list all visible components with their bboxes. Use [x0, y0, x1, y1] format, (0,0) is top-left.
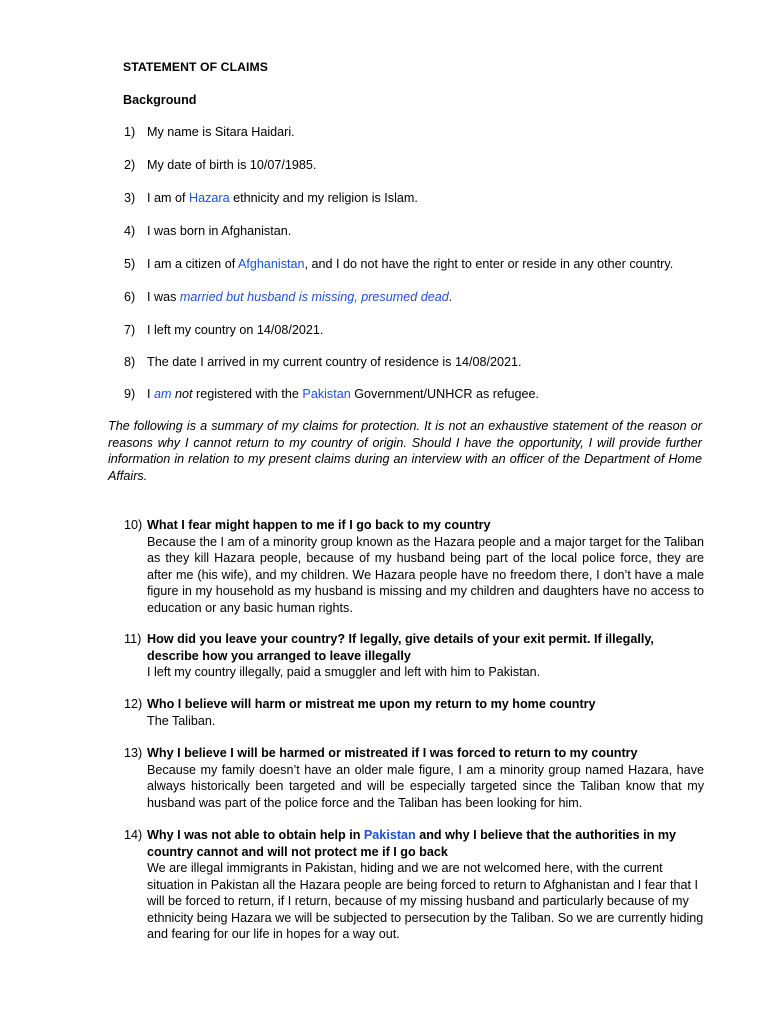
- item-number: 3): [124, 191, 136, 205]
- claim-body: [147, 696, 704, 729]
- summary-paragraph: The following is a summary of my claims for protection. It is not an exhaustive statement of the reason or reasons why I cannot return to my country of origin. Should I have the opportunity, I will provide further information in relation to my present claims during an interview with an officer of the Department of Home Affairs.: [108, 419, 702, 483]
- item-text: [147, 256, 673, 273]
- item-text: The date I arrived in my current country of residence is 14/08/2021.: [147, 355, 522, 369]
- text-segment: I am a citizen of: [147, 257, 238, 271]
- item-number: 4): [124, 224, 136, 238]
- italic-text: not: [175, 387, 193, 401]
- claim-question: Why I believe I will be harmed or mistreated if I was forced to return to my country: [147, 746, 638, 760]
- claim-question: Who I believe will harm or mistreat me upon my return to my home country: [147, 697, 596, 711]
- claim-answer: Because the I am of a minority group known as the Hazara people and a major target for the Taliban as they kill Hazara people, because of my husband being part of the local police force, they are after me (his wife), and my children. We Hazara people have no freedom there, I don’t have a male figure in my household as my husband is missing and my children and daughters have no access to education or any basic human rights.: [147, 534, 705, 615]
- claim-number: 12): [124, 697, 143, 711]
- claim-answer: The Taliban.: [147, 713, 216, 728]
- item-text: I left my country on 14/08/2021.: [147, 323, 324, 337]
- claim-body: [147, 745, 704, 811]
- highlighted-text: married but husband is missing, presumed dead: [179, 290, 449, 304]
- claim-question: What I fear might happen to me if I go back to my country: [147, 518, 491, 532]
- claim-number: 14): [124, 828, 143, 842]
- item-text: [147, 190, 418, 207]
- item-number: 1): [124, 125, 136, 139]
- item-text: [147, 289, 452, 306]
- item-number: 5): [124, 257, 136, 271]
- highlighted-text: Afghanistan: [238, 257, 305, 271]
- text-segment: Government/UNHCR as refugee.: [350, 387, 540, 401]
- claim-body: [147, 631, 704, 681]
- item-text: [147, 386, 539, 403]
- claim-number: 13): [124, 746, 143, 760]
- claim-body: [147, 517, 704, 616]
- text-segment: .: [448, 290, 453, 304]
- text-segment: I am of: [147, 191, 189, 205]
- highlighted-text: Pakistan: [363, 828, 416, 842]
- claim-number: 10): [124, 518, 143, 532]
- item-number: 8): [124, 355, 136, 369]
- text-segment: I: [147, 387, 154, 401]
- item-text: I was born in Afghanistan.: [147, 224, 292, 238]
- text-segment: registered with the: [192, 387, 303, 401]
- document-title: STATEMENT OF CLAIMS: [123, 60, 268, 74]
- text-segment: ethnicity and my religion is Islam.: [229, 191, 418, 205]
- claim-answer: Because my family doesn’t have an older male figure, I am a minority group named Hazara, have always historically been targeted and will be especially targeted since the Taliban know that my husband was part of the police force and the Taliban has been looking for him.: [147, 762, 704, 810]
- claim-number: 11): [124, 632, 142, 646]
- text-segment: and why I believe that the authorities in my country cannot and will not protect me if I go back: [147, 828, 677, 859]
- claim-question: [147, 827, 704, 860]
- text-segment: , and I do not have the right to enter or reside in any other country.: [304, 257, 674, 271]
- background-heading: Background: [123, 93, 197, 107]
- claim-question: How did you leave your country? If legally, give details of your exit permit. If illegally, describe how you arranged to leave illegally: [147, 632, 654, 663]
- item-number: 7): [124, 323, 136, 337]
- highlighted-text: Pakistan: [302, 387, 351, 401]
- highlighted-text: am: [154, 387, 172, 401]
- item-text: My name is Sitara Haidari.: [147, 125, 295, 139]
- item-number: 9): [124, 387, 136, 401]
- item-text: My date of birth is 10/07/1985.: [147, 158, 317, 172]
- claim-answer: We are illegal immigrants in Pakistan, hiding and we are not welcomed here, with the current situation in Pakistan all the Hazara people are being forced to return to Afghanistan and I fear that I will be forced to return, if I return, because of my missing husband and particularly because of my ethnicity being Hazara we will be subjected to persecution by the Taliban. So we are currently hiding and fearing for our life in hopes for a way out.: [147, 861, 704, 941]
- claim-body: [147, 827, 704, 943]
- text-segment: I was: [147, 290, 180, 304]
- item-number: 2): [124, 158, 136, 172]
- item-number: 6): [124, 290, 136, 304]
- highlighted-text: Hazara: [189, 191, 230, 205]
- text-segment: Why I was not able to obtain help in: [147, 828, 364, 842]
- claim-answer: I left my country illegally, paid a smuggler and left with him to Pakistan.: [147, 665, 541, 679]
